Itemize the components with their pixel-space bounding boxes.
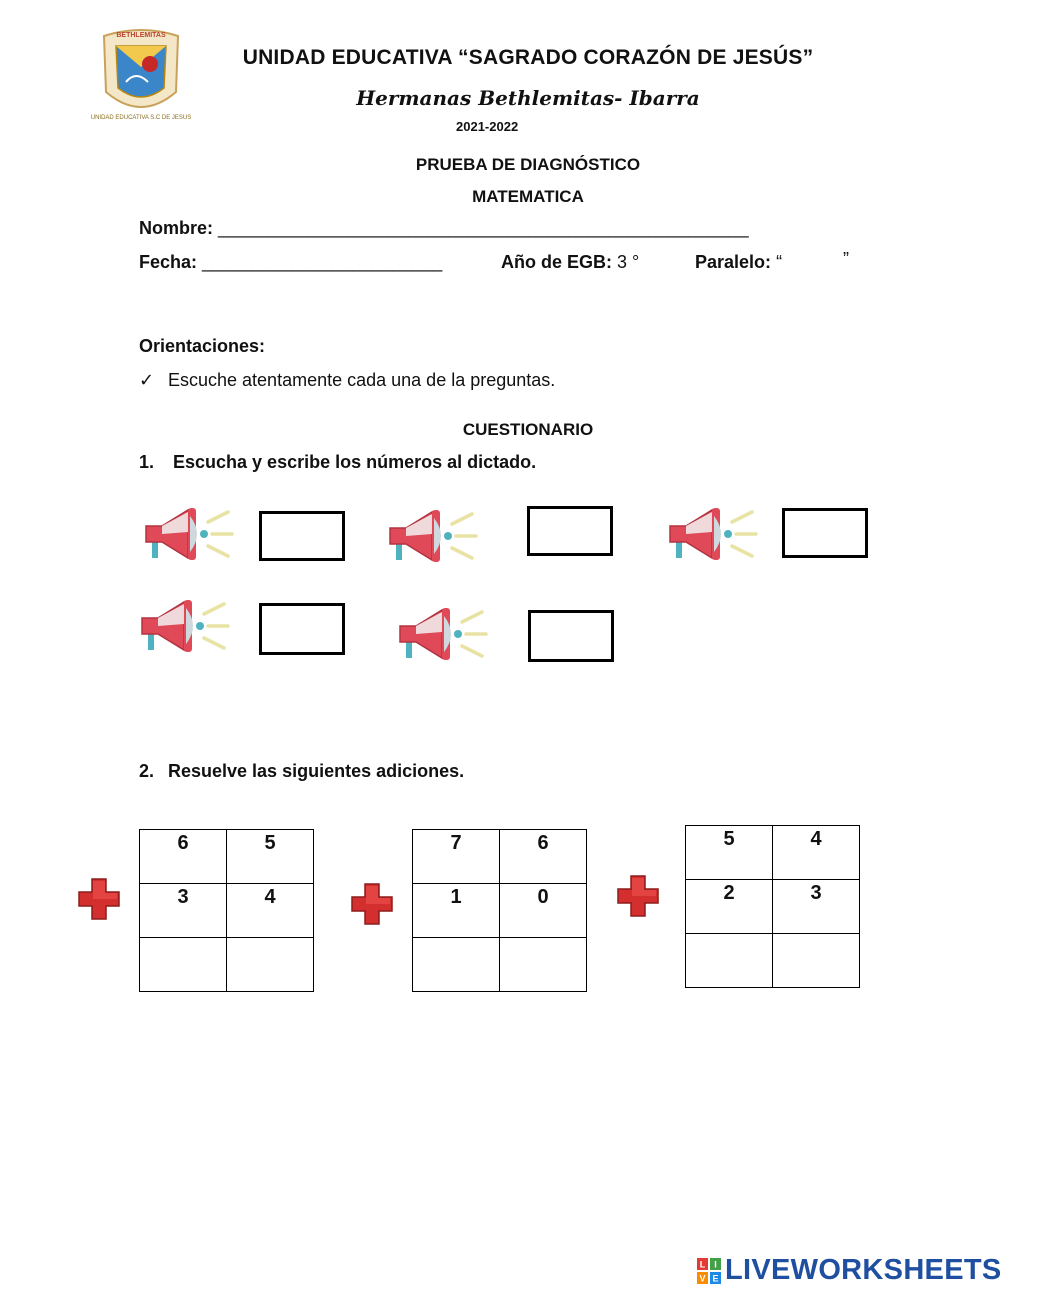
paralelo-open-quote: “ [776,252,783,272]
answer-cell-tens[interactable] [140,938,227,992]
school-logo [90,22,192,130]
answer-cell-tens[interactable] [413,938,500,992]
addition-grid [412,829,587,992]
answer-cell-units[interactable] [773,934,860,988]
grid-cell-units: 4 [773,826,860,880]
answer-cell-units[interactable] [227,938,314,992]
school-name: UNIDAD EDUCATIVA “SAGRADO CORAZÓN DE JESÚS” [242,46,814,69]
question-2-text: Resuelve las siguientes adiciones. [168,761,465,781]
grid-cell-tens: 2 [686,880,773,934]
plus-icon [350,882,394,926]
check-icon: ✓ [139,370,155,390]
paralelo-label: Paralelo: [695,252,772,272]
plus-icon [77,877,121,921]
school-year: 2021-2022 [456,119,519,134]
subject: MATEMATICA [472,187,584,206]
egb-field [501,252,639,273]
paralelo-close-quote: ” [843,249,849,269]
dictation-answer-box[interactable] [527,506,613,556]
egb-value: 3 ° [617,252,640,272]
grid-cell-units: 4 [227,884,314,938]
brand-text: LIVEWORKSHEETS [725,1254,1002,1286]
question-1-number: 1. [139,452,155,472]
plus-icon [616,874,660,918]
orientaciones-item: Escuche atentamente cada una de la preguntas. [168,370,556,390]
grid-cell-tens: 6 [140,830,227,884]
grid-cell-units: 6 [500,830,587,884]
answer-cell-units[interactable] [500,938,587,992]
egb-label: Año de EGB: [501,252,612,272]
nombre-row [139,218,749,239]
megaphone-icon[interactable] [140,598,230,662]
orientaciones-label: Orientaciones: [139,336,266,356]
fecha-label: Fecha: [139,252,198,272]
grid-cell-units: 3 [773,880,860,934]
svg-text:E: E [712,1273,719,1284]
addition-grid [685,825,860,988]
cuestionario-title: CUESTIONARIO [462,420,594,439]
grid-cell-units: 5 [227,830,314,884]
addition-grid [139,829,314,992]
fecha-row [139,252,442,273]
subtitle: Hermanas Bethlemitas- Ibarra [356,86,700,110]
answer-cell-tens[interactable] [686,934,773,988]
grid-cell-tens: 7 [413,830,500,884]
megaphone-icon[interactable] [398,606,488,670]
question-1-text: Escucha y escribe los números al dictado. [173,452,537,472]
dictation-answer-box[interactable] [528,610,614,662]
megaphone-icon[interactable] [388,508,478,572]
grid-cell-tens: 3 [140,884,227,938]
fecha-line[interactable]: ________________________ [202,252,443,272]
grid-cell-units: 0 [500,884,587,938]
svg-text:I: I [714,1259,717,1270]
question-2-number: 2. [139,761,155,781]
dictation-answer-box[interactable] [259,603,345,655]
brand-icon [697,1258,721,1284]
logo-top-text: BETHLEMITAS [116,32,166,39]
megaphone-icon[interactable] [144,506,234,570]
dictation-answer-box[interactable] [259,511,345,561]
logo-side-text: UNIDAD EDUCATIVA S.C DE JESUS [90,115,192,121]
test-title: PRUEBA DE DIAGNÓSTICO [415,155,641,174]
liveworksheets-logo [697,1254,1002,1286]
paralelo-field [695,252,782,273]
grid-cell-tens: 5 [686,826,773,880]
dictation-answer-box[interactable] [782,508,868,558]
megaphone-icon[interactable] [668,506,758,570]
svg-text:L: L [699,1259,706,1270]
nombre-label: Nombre: [139,218,214,238]
nombre-line[interactable]: _____________________________________________________ [218,218,749,238]
grid-cell-tens: 1 [413,884,500,938]
svg-text:V: V [699,1273,706,1284]
